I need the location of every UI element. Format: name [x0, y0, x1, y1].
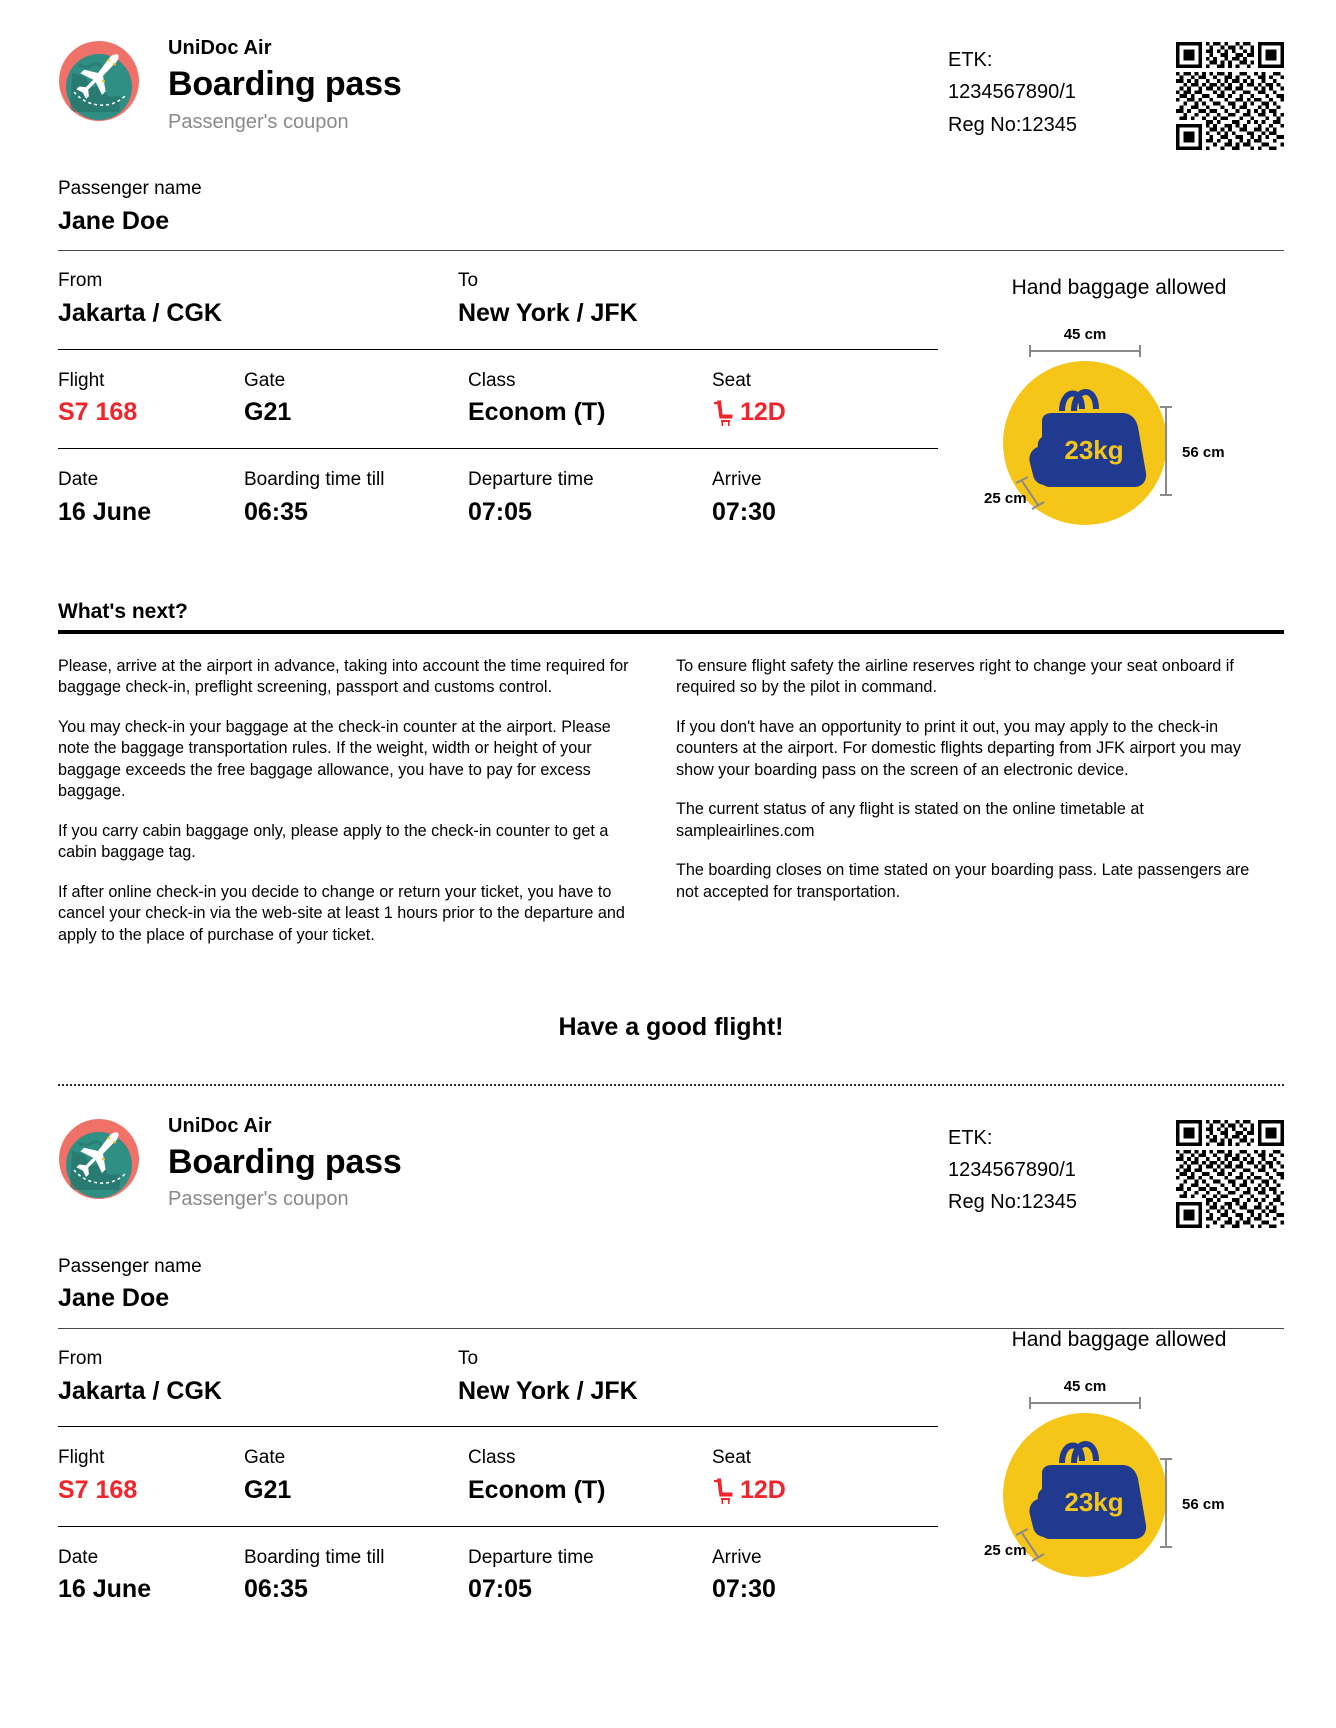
info-paragraph: If after online check-in you decide to change or return your ticket, you have to cancel your check-in via the web-site at least 1 hours prior to the departure and apply to the place of purchase of your ticket. [58, 882, 625, 945]
schedule-row [58, 467, 938, 547]
class-value: Econom (T) [468, 1476, 606, 1504]
info-paragraph: The boarding closes on time stated on your boarding pass. Late passengers are not accepted for transportation. [676, 861, 1250, 901]
class-label: Class [468, 369, 516, 391]
duffel-bag-icon [954, 323, 1284, 543]
from-label: From [58, 1347, 103, 1369]
svg-text:56 cm: 56 cm [1182, 1495, 1225, 1513]
to-label: To [458, 1347, 479, 1369]
svg-text:45 cm: 45 cm [1063, 1377, 1107, 1395]
boarding-time-cell [244, 1545, 468, 1607]
etk-block [948, 1122, 1077, 1219]
passenger-name-value: Jane Doe [58, 1284, 170, 1313]
info-paragraph: Please, arrive at the airport in advance, taking into account the time required for baggage check-in, preflight screening, passport and customs control. [58, 656, 629, 697]
gate-label: Gate [244, 1447, 286, 1469]
farewell-message: Have a good flight! [558, 1012, 784, 1041]
info-paragraph: The current status of any flight is stated on the online timetable at sampleairlines.com [676, 800, 1144, 840]
route-row [58, 1346, 938, 1427]
flight-cell [58, 1445, 244, 1507]
destination-cell [458, 268, 638, 330]
whats-next-left-column [58, 656, 638, 947]
whats-next-heading: What's next? [58, 600, 1284, 634]
etk-label: ETK: [948, 49, 993, 71]
passenger-row [58, 1254, 1284, 1329]
passenger-name-label: Passenger name [58, 178, 202, 199]
flight-cell [58, 368, 244, 430]
flight-value: S7 168 [58, 1476, 138, 1504]
to-value: New York / JFK [458, 299, 638, 328]
qr-code-icon [1176, 1120, 1284, 1228]
seat-value: 12D [740, 1476, 786, 1504]
departure-time-cell [468, 1545, 712, 1607]
seat-cell [712, 368, 932, 430]
flight-label: Flight [58, 369, 105, 391]
departure-time-value: 07:05 [468, 497, 532, 526]
to-label: To [458, 270, 479, 292]
seat-value-wrap [712, 396, 932, 430]
to-value: New York / JFK [458, 1376, 638, 1405]
gate-cell [244, 1445, 468, 1507]
info-paragraph: To ensure flight safety the airline reserves right to change your seat onboard if required so by the pilot in command. [676, 656, 1234, 697]
page-subtitle: Passenger's coupon [168, 110, 349, 133]
gate-value: G21 [244, 1476, 292, 1504]
pass-header [58, 34, 1284, 152]
schedule-row [58, 1545, 938, 1625]
airline-seat-icon [712, 1476, 738, 1506]
from-value: Jakarta / CGK [58, 299, 222, 328]
seat-cell [712, 1445, 932, 1507]
globe-airplane-logo-icon [58, 40, 140, 122]
registration-number: Reg No:12345 [948, 113, 1077, 136]
svg-text:23kg: 23kg [1064, 1486, 1124, 1517]
date-label: Date [58, 1546, 99, 1568]
svg-text:25 cm: 25 cm [984, 490, 1027, 508]
flight-details-row [58, 368, 938, 449]
date-value: 16 June [58, 1575, 152, 1604]
gate-label: Gate [244, 369, 286, 391]
arrive-time-label: Arrive [712, 469, 762, 491]
hand-baggage-title: Hand baggage allowed [1011, 276, 1227, 299]
date-cell [58, 1545, 244, 1607]
page-title: Boarding pass [168, 65, 402, 103]
svg-text:25 cm: 25 cm [984, 1541, 1027, 1559]
seat-value-wrap [712, 1474, 932, 1508]
arrive-time-value: 07:30 [712, 497, 776, 526]
gate-cell [244, 368, 468, 430]
departure-time-label: Departure time [468, 1546, 594, 1568]
hand-baggage-panel [954, 1326, 1284, 1588]
seat-label: Seat [712, 1447, 752, 1469]
departure-time-value: 07:05 [468, 1575, 532, 1604]
hand-baggage-panel [954, 274, 1284, 536]
boarding-time-cell [244, 467, 468, 529]
passenger-name-label: Passenger name [58, 1255, 202, 1277]
svg-text:23kg: 23kg [1064, 435, 1124, 466]
class-value: Econom (T) [468, 398, 606, 427]
duffel-bag-icon [954, 1375, 1284, 1595]
departure-time-label: Departure time [468, 469, 594, 491]
airline-seat-icon [712, 398, 738, 428]
boarding-time-value: 06:35 [244, 1575, 308, 1604]
flight-details-row [58, 1445, 938, 1526]
seat-value: 12D [740, 398, 786, 427]
brand-block [168, 34, 402, 135]
whats-next-columns [58, 656, 1284, 947]
page-subtitle: Passenger's coupon [168, 1188, 349, 1211]
globe-airplane-logo-icon [58, 1118, 140, 1200]
boarding-pass-duplicate [58, 1086, 1284, 1626]
registration-number: Reg No:12345 [948, 1191, 1077, 1214]
info-paragraph: You may check-in your baggage at the check-in counter at the airport. Please note the baggage transportation rules. If the weight, width or height of your baggage exceeds the free baggage allowance, you have to pay for excess baggage. [58, 717, 611, 801]
info-paragraph: If you don't have an opportunity to print it out, you may apply to the check-in counters at the airport. For domestic flights departing from JFK airport you may show your boarding pass on the screen of an electronic device. [676, 717, 1241, 779]
from-label: From [58, 270, 103, 292]
seat-label: Seat [712, 369, 752, 391]
info-paragraph: If you carry cabin baggage only, please apply to the check-in counter to get a cabin baggage tag. [58, 821, 609, 862]
flight-label: Flight [58, 1447, 105, 1469]
etk-label: ETK: [948, 1126, 993, 1149]
arrive-time-label: Arrive [712, 1546, 762, 1568]
page-title: Boarding pass [168, 1142, 402, 1181]
class-label: Class [468, 1447, 516, 1469]
origin-cell [58, 268, 458, 330]
class-cell [468, 1445, 712, 1507]
flight-value: S7 168 [58, 398, 138, 427]
route-row [58, 268, 938, 349]
gate-value: G21 [244, 398, 292, 427]
etk-number: 1234567890/1 [948, 81, 1076, 104]
brand-block [168, 1112, 402, 1213]
arrive-time-cell [712, 1545, 932, 1607]
date-value: 16 June [58, 497, 152, 526]
passenger-name-value: Jane Doe [58, 206, 170, 235]
departure-time-cell [468, 467, 712, 529]
destination-cell [458, 1346, 638, 1408]
class-cell [468, 368, 712, 430]
boarding-time-label: Boarding time till [244, 1546, 385, 1568]
arrive-time-cell [712, 467, 932, 529]
qr-code-icon [1176, 42, 1284, 150]
from-value: Jakarta / CGK [58, 1376, 222, 1405]
hand-baggage-title: Hand baggage allowed [1011, 1327, 1227, 1351]
boarding-time-value: 06:35 [244, 497, 308, 526]
arrive-time-value: 07:30 [712, 1575, 776, 1604]
boarding-pass-primary [58, 34, 1284, 1042]
svg-text:45 cm: 45 cm [1063, 326, 1107, 344]
boarding-time-label: Boarding time till [244, 469, 385, 491]
etk-block [948, 44, 1077, 141]
svg-text:56 cm: 56 cm [1182, 444, 1225, 462]
whats-next-right-column [676, 656, 1256, 947]
etk-number: 1234567890/1 [948, 1158, 1076, 1181]
passenger-row [58, 176, 1284, 251]
pass-header [58, 1112, 1284, 1230]
date-cell [58, 467, 244, 529]
airline-name: UniDoc Air [168, 1114, 272, 1137]
origin-cell [58, 1346, 458, 1408]
date-label: Date [58, 469, 99, 491]
airline-name: UniDoc Air [168, 37, 272, 59]
